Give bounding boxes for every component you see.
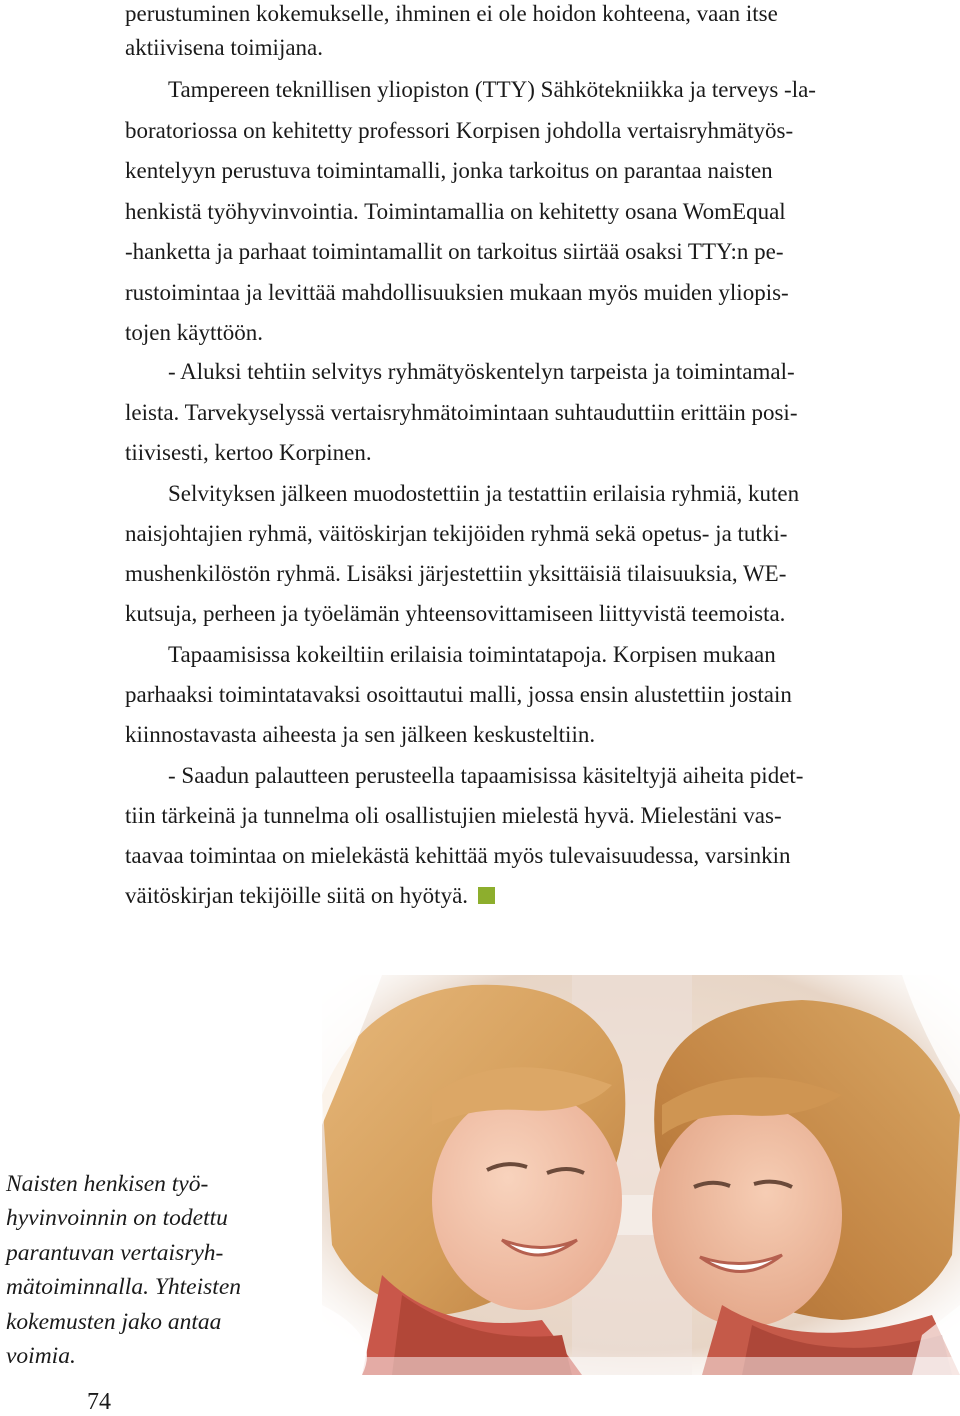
body-line-23 (125, 882, 495, 910)
body-line-3: Tampereen teknillisen yliopiston (TTY) Sähkötekniikka ja terveys -la- (168, 77, 816, 102)
body-line-1: perustuminen kokemukselle, ihminen ei ole hoidon kohteena, vaan itse (125, 1, 778, 26)
body-line-22: taavaa toimintaa on mielekästä kehittää myös tulevaisuudessa, varsinkin (125, 843, 791, 868)
body-line-6: henkistä työhyvinvointia. Toimintamallia on kehitetty osana WomEqual (125, 199, 786, 224)
body-line-15: mushenkilöstön ryhmä. Lisäksi järjestettiin yksittäisiä tilaisuuksia, WE- (125, 561, 787, 586)
photo-two-women (322, 975, 960, 1375)
body-line-20: - Saadun palautteen perusteella tapaamisissa käsiteltyjä aiheita pidet- (168, 763, 804, 788)
body-line-11: leista. Tarvekyselyssä vertaisryhmätoimintaan suhtauduttiin erittäin posi- (125, 400, 798, 425)
caption-line-1: Naisten henkisen työ- (6, 1171, 209, 1197)
body-line-19: kiinnostavasta aiheesta ja sen jälkeen keskusteltiin. (125, 722, 596, 747)
caption-line-3: parantuvan vertaisryh- (6, 1239, 224, 1266)
body-line-23-text: väitöskirjan tekijöille siitä on hyötyä. (125, 883, 469, 908)
caption-line-5: kokemusten jako antaa (6, 1308, 222, 1335)
caption-line-4: mätoiminnalla. Yhteisten (6, 1274, 241, 1301)
body-line-17: Tapaamisissa kokeiltiin erilaisia toimintatapoja. Korpisen mukaan (168, 642, 776, 667)
body-line-10: - Aluksi tehtiin selvitys ryhmätyöskentelyn tarpeista ja toimintamal- (168, 359, 795, 384)
body-line-5: kentelyyn perustuva toimintamalli, jonka tarkoitus on parantaa naisten (125, 158, 773, 183)
caption-line-6: voimia. (6, 1343, 76, 1370)
body-line-21: tiin tärkeinä ja tunnelma oli osallistujien mielestä hyvä. Mielestäni vas- (125, 803, 782, 828)
body-line-7: -hanketta ja parhaat toimintamallit on tarkoitus siirtää osaksi TTY:n pe- (125, 239, 784, 264)
body-line-2: aktiivisena toimijana. (125, 35, 324, 60)
page-number: 74 (87, 1389, 111, 1415)
caption-line-2: hyvinvoinnin on todettu (6, 1205, 228, 1232)
body-line-14: naisjohtajien ryhmä, väitöskirjan tekijöiden ryhmä sekä opetus- ja tutki- (125, 521, 788, 546)
body-line-16: kutsuja, perheen ja työelämän yhteensovittamiseen liittyvistä teemoista. (125, 601, 786, 626)
body-line-9: tojen käyttöön. (125, 320, 263, 345)
photo-caption (6, 1167, 306, 1373)
body-line-18: parhaaksi toimintatavaksi osoittautui malli, jossa ensin alustettiin jostain (125, 682, 792, 707)
body-line-8: rustoimintaa ja levittää mahdollisuuksien mukaan myös muiden yliopis- (125, 280, 789, 305)
body-line-12: tiivisesti, kertoo Korpinen. (125, 440, 372, 465)
body-line-4: boratoriossa on kehitetty professori Korpisen johdolla vertaisryhmätyös- (125, 118, 794, 143)
body-line-13: Selvityksen jälkeen muodostettiin ja testattiin erilaisia ryhmiä, kuten (168, 481, 800, 506)
green-square-icon (478, 887, 495, 904)
